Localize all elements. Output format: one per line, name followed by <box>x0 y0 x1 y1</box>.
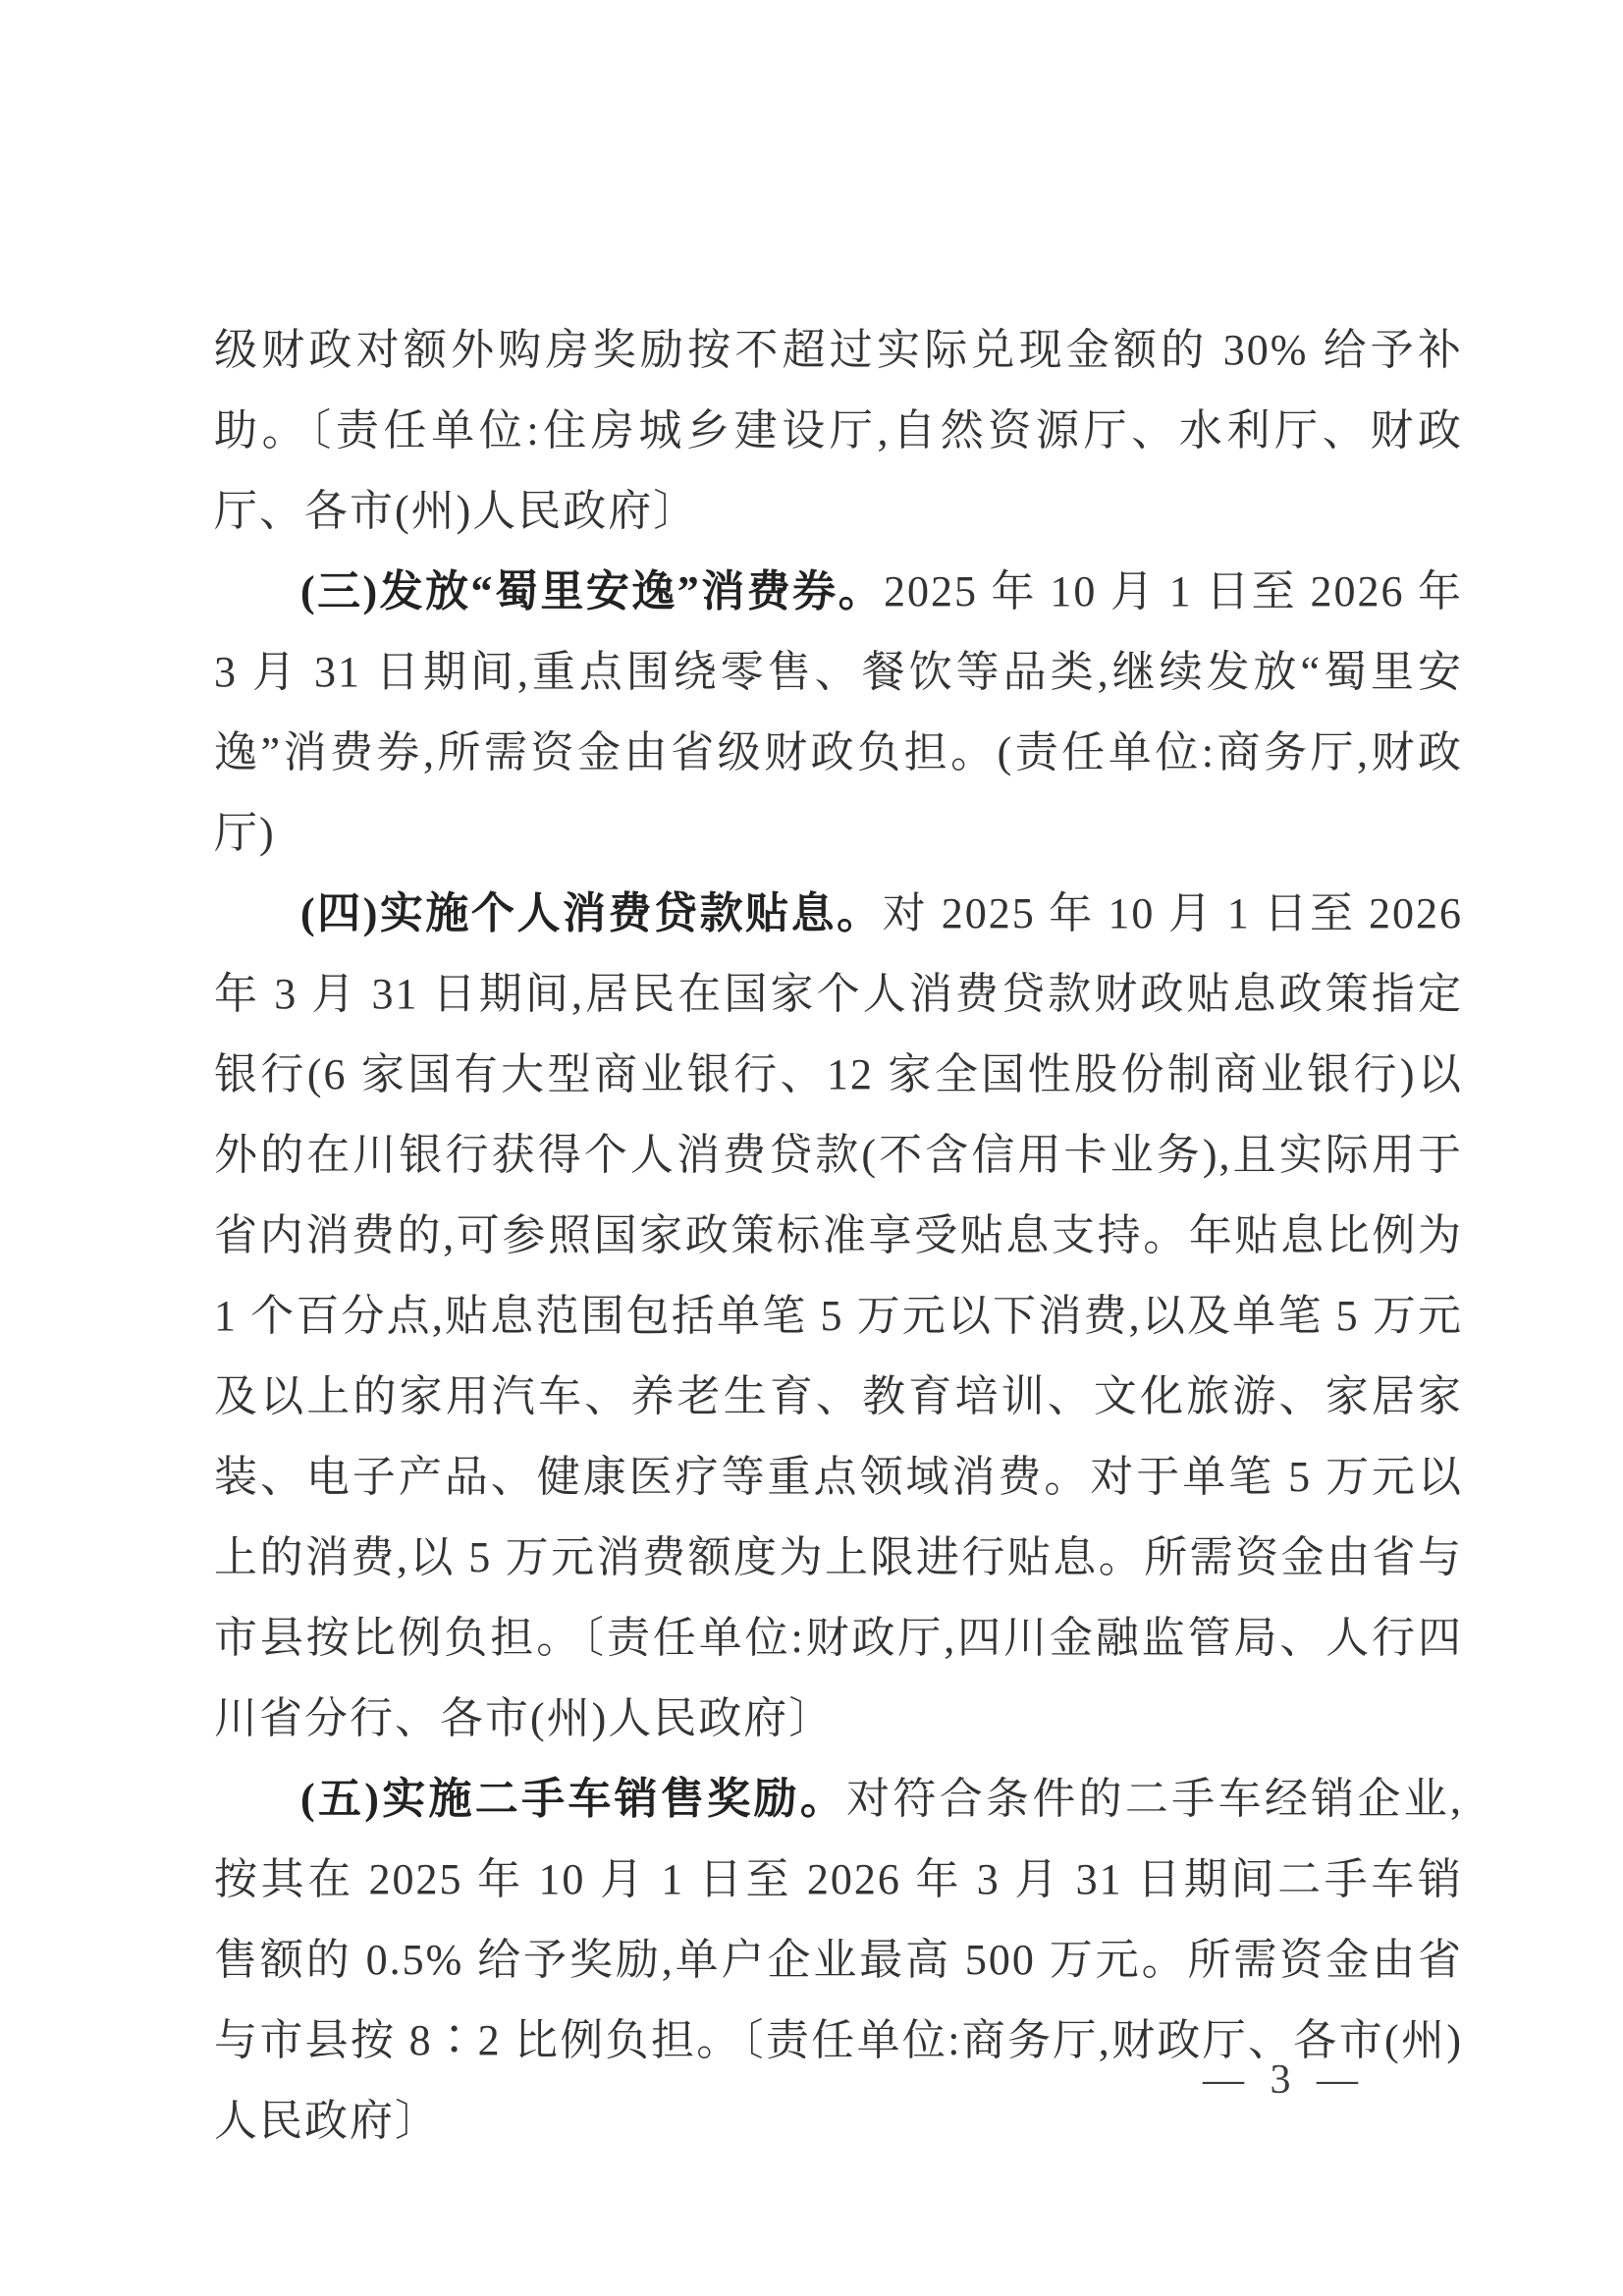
paragraph-item-4-text: 对 2025 年 10 月 1 日至 2026 年 3 月 31 日期间,居民在国家个人消费贷款财政贴息政策指定银行(6 家国有大型商业银行、12 家全国性股份制商业银行)以外的在川银行获得个人消费贷款(不含信用卡业务),且实际用于省内消费的,可参照国家政策标准享受贴息支持。年贴息比例为 1 个百分点,贴息范围包括单笔 5 万元以下消费,以及单笔 5 万元及以上的家用汽车、养老生育、教育培训、文化旅游、家居家装、电子产品、健康医疗等重点领域消费。对于单笔 5 万元以上的消费,以 5 万元消费额度为上限进行贴息。所需资金由省与市县按比例负担。〔责任单位:财政厅,四川金融监管局、人行四川省分行、各市(州)人民政府〕 <box>214 889 1464 1742</box>
document-body <box>214 310 1463 2162</box>
page-number: — 3 — <box>1203 2057 1366 2103</box>
page-footer <box>1203 2057 1366 2103</box>
paragraph-continuation: 级财政对额外购房奖励按不超过实际兑现金额的 30% 给予补助。〔责任单位:住房城乡建设厅,自然资源厅、水利厅、财政厅、各市(州)人民政府〕 <box>214 326 1463 535</box>
paragraph-item-5-heading: (五)实施二手车销售奖励。 <box>300 1775 847 1823</box>
paragraph-item-4 <box>214 874 1463 1759</box>
paragraph-item-4-heading: (四)实施个人消费贷款贴息。 <box>300 889 883 937</box>
paragraph-item-3-heading: (三)发放“蜀里安逸”消费券。 <box>300 567 885 615</box>
paragraph-item-5-text: 对符合条件的二手车经销企业,按其在 2025 年 10 月 1 日至 2026 年 3 月 31 日期间二手车销售额的 0.5% 给予奖励,单户企业最高 500 万元。所需资金由省与市县按 8∶2 比例负担。〔责任单位:商务厅,财政厅、各市(州)人民政府〕 <box>214 1775 1463 2145</box>
paragraph-item-3-text: 2025 年 10 月 1 日至 2026 年 3 月 31 日期间,重点围绕零售、餐饮等品类,继续发放“蜀里安逸”消费券,所需资金由省级财政负担。(责任单位:商务厅,财政厅) <box>214 567 1463 857</box>
paragraph-item-3 <box>214 552 1463 874</box>
